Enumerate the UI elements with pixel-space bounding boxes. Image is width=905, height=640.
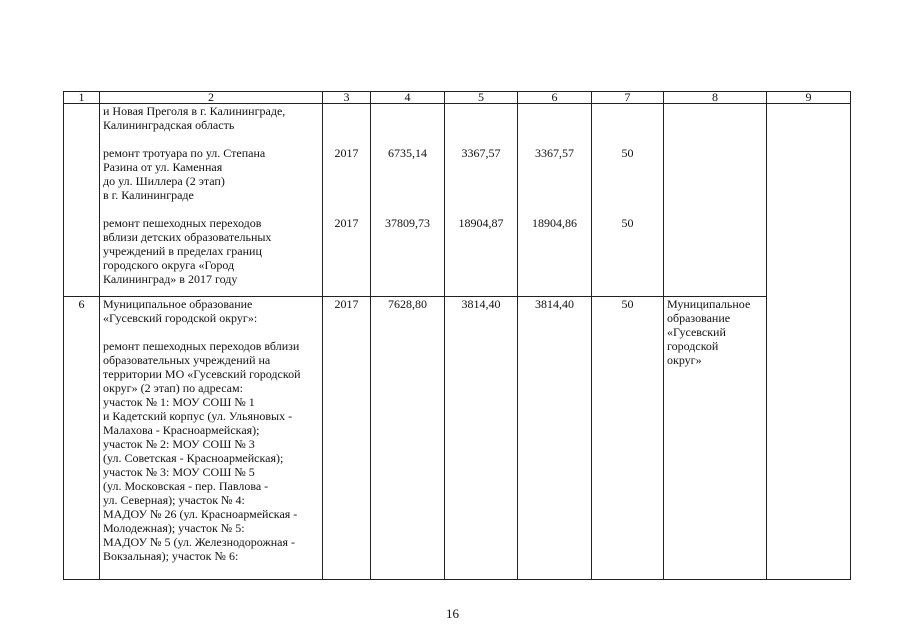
desc-line: до ул. Шиллера (2 этап) [103,174,225,188]
page-number: 16 [446,606,459,621]
share-value: 50 [621,146,634,160]
cell-description [100,297,323,580]
desc-line: участок № 3: МОУ СОШ № 5 [103,465,255,479]
cell-description [100,104,323,297]
desc-line: ул. Северная); участок № 4: [103,493,245,507]
executor-line: городской [667,339,719,353]
col-header-9: 9 [767,92,851,104]
desc-line: Малахова - Красноармейская); [103,423,260,437]
cell-regional [518,104,592,297]
desc-line: вблизи детских образовательных [103,230,272,244]
cell-year [323,104,371,297]
executor-line: Муниципальное [667,297,751,311]
desc-line: Молодежная); участок № 5: [103,521,245,535]
col-header-7: 7 [592,92,664,104]
regional-value: 18904,86 [532,216,577,230]
executor-line: «Гусевский [667,325,726,339]
desc-line: участок № 1: МОУ СОШ № 1 [103,395,255,409]
desc-line: в г. Калининграде [103,188,194,202]
desc-line: и Кадетский корпус (ул. Ульяновых - [103,409,293,423]
desc-line: Калининградская область [103,118,235,132]
desc-line: округ» (2 этап) по адресам: [103,381,243,395]
cell-total [371,104,445,297]
regional-value: 3367,57 [535,146,574,160]
title-line: Муниципальное образование [103,297,253,311]
cell-share: 50 [592,297,664,580]
col-header-6: 6 [518,92,592,104]
col-header-3: 3 [323,92,371,104]
executor-line: округ» [667,353,702,367]
data-table [63,91,851,580]
header-row [64,92,851,104]
cell-share [592,104,664,297]
desc-line: МАДОУ № 5 (ул. Железнодорожная - [103,535,296,549]
desc-line: ремонт тротуара по ул. Степана [103,146,266,160]
desc-line: территории МО «Гусевский городской [103,367,301,381]
cell-executor-empty [664,104,767,297]
col-header-1: 1 [64,92,100,104]
federal-value: 3367,57 [461,146,501,160]
desc-line: Разина от ул. Каменная [103,160,223,174]
cell-regional: 3814,40 [518,297,592,580]
executor-line: образование [667,311,731,325]
year-value: 2017 [334,146,359,160]
table-row-continuation [64,104,851,297]
col-header-8: 8 [664,92,767,104]
total-value: 6735,14 [388,146,427,160]
desc-line: (ул. Московская - пер. Павлова - [103,479,269,493]
desc-line: Вокзальная); участок № 6: [103,549,239,563]
desc-line: ремонт пешеходных переходов вблизи [103,339,300,353]
desc-line: (ул. Советская - Красноармейская); [103,451,284,465]
desc-line: и Новая Преголя в г. Калининграде, [103,104,286,118]
desc-line: ремонт пешеходных переходов [103,216,262,230]
cell-num-empty [64,104,100,297]
year-value: 2017 [334,216,359,230]
cell-row-number: 6 [64,297,100,580]
desc-line: учреждений в пределах границ [103,244,262,258]
desc-line: Калининград» в 2017 году [103,272,238,286]
title-line: «Гусевский городской округ»: [103,311,258,325]
desc-line: участок № 2: МОУ СОШ № 3 [103,437,255,451]
federal-value: 18904,87 [458,216,504,230]
cell-federal: 3814,40 [445,297,518,580]
share-value: 50 [621,216,634,230]
cell-executor [664,297,767,580]
desc-line: городского округа «Город [103,258,235,272]
table-row-6 [64,297,851,580]
desc-line: образовательных учреждений на [103,353,271,367]
cell-col9 [767,104,851,580]
col-header-2: 2 [100,92,323,104]
total-value: 37809,73 [385,216,430,230]
desc-line: МАДОУ № 26 (ул. Красноармейская - [103,507,298,521]
cell-federal [445,104,518,297]
col-header-5: 5 [445,92,518,104]
cell-year: 2017 [323,297,371,580]
col-header-4: 4 [371,92,445,104]
cell-total: 7628,80 [371,297,445,580]
